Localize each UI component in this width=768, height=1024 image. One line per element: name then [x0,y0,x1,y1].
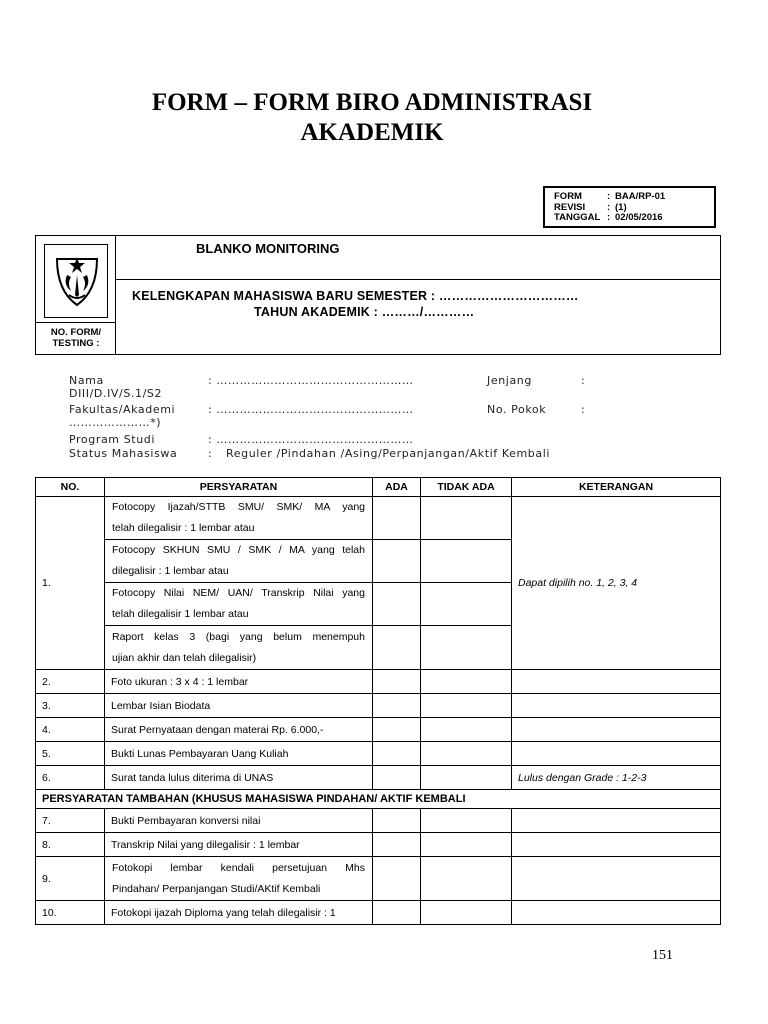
page-title [0,88,744,148]
keterangan-cell [512,718,721,742]
university-emblem-icon [53,251,101,311]
tanggal-value: 02/05/2016 [615,212,663,223]
header-tidak-ada: TIDAK ADA [421,478,512,497]
fakultas-field[interactable]: : …………………………………………… [208,403,414,416]
requirement-item [105,540,373,583]
nopokok-field[interactable]: …………………*) [69,416,162,429]
page-number: 151 [652,948,673,963]
keterangan-cell [512,694,721,718]
header-box [35,235,721,355]
item-line: Raport kelas 3 (bagi yang belum menempuh [112,630,365,643]
item-line: Fotocopy Ijazah/STTB SMU/ SMK/ MA yang [112,501,365,513]
table-row [36,901,721,925]
table-row [36,718,721,742]
university-logo [44,244,108,318]
requirement-item [105,497,373,540]
item-line: Fotokopi lembar kendali persetujuan Mhs [112,861,365,874]
revisi-sep: : [607,201,611,213]
table-row [36,766,721,790]
tahun-akademik-line: TAHUN AKADEMIK : ………/………… [254,305,475,319]
tanggal-label: TANGGAL [554,212,601,223]
fakultas-label: Fakultas/Akademi [69,403,176,416]
ada-checkbox[interactable] [373,857,421,901]
row-number: 7. [36,809,105,833]
row-number: 5. [36,742,105,766]
tidak-ada-checkbox[interactable] [421,694,512,718]
ada-checkbox[interactable] [373,833,421,857]
keterangan-cell [512,833,721,857]
ada-checkbox[interactable] [373,497,421,540]
keterangan-cell: Lulus dengan Grade : 1-2-3 [512,766,721,790]
table-row [36,857,721,901]
header-persyaratan: PERSYARATAN [105,478,373,497]
row-number: 8. [36,833,105,857]
requirement-item: Bukti Pembayaran konversi nilai [105,809,373,833]
requirement-item: Lembar Isian Biodata [105,694,373,718]
row-number: 6. [36,766,105,790]
form-info-box [543,186,716,228]
ada-checkbox[interactable] [373,670,421,694]
requirement-item: Surat tanda lulus diterima di UNAS [105,766,373,790]
blanko-title: BLANKO MONITORING [196,241,340,256]
title-line-2: AKADEMIK [300,119,444,146]
ada-checkbox[interactable] [373,540,421,583]
header-ada: ADA [373,478,421,497]
nopokok-label: No. Pokok [487,403,547,416]
table-row [36,670,721,694]
table-row [36,809,721,833]
title-line-1: FORM – FORM BIRO ADMINISTRASI [151,89,593,116]
section-row [36,790,721,809]
tidak-ada-checkbox[interactable] [421,766,512,790]
keterangan-cell [512,670,721,694]
row-number: 3. [36,694,105,718]
table-row [36,497,721,540]
ada-checkbox[interactable] [373,901,421,925]
form-label: FORM [554,191,582,202]
tidak-ada-checkbox[interactable] [421,497,512,540]
row-number: 9. [36,857,105,901]
header-no: NO. [36,478,105,497]
item-line: Fotocopy SKHUN SMU / SMK / MA yang telah [112,544,365,556]
table-row [36,694,721,718]
section-title: PERSYARATAN TAMBAHAN (KHUSUS MAHASISWA PINDAHAN/ AKTIF KEMBALI [36,790,721,809]
revisi-label: REVISI [554,201,586,213]
item-line: Fotocopy Nilai NEM/ UAN/ Transkrip Nilai yang [112,587,365,599]
tidak-ada-checkbox[interactable] [421,809,512,833]
ada-checkbox[interactable] [373,809,421,833]
row-number: 1. [36,497,105,670]
requirement-item [105,626,373,670]
requirement-item [105,583,373,626]
requirement-item: Transkrip Nilai yang dilegalisir : 1 lembar [105,833,373,857]
nama-field[interactable]: : …………………………………………… [208,374,414,387]
table-row [36,833,721,857]
tidak-ada-checkbox[interactable] [421,626,512,670]
requirement-item: Foto ukuran : 3 x 4 : 1 lembar [105,670,373,694]
requirement-item: Surat Pernyataan dengan materai Rp. 6.000,- [105,718,373,742]
row-number: 2. [36,670,105,694]
jenjang-label: Jenjang [487,374,532,387]
status-colon: : [208,447,213,460]
item-line: Pindahan/ Perpanjangan Studi/AKtif Kembali [112,882,321,895]
prodi-field[interactable]: : …………………………………………… [208,433,414,446]
keterangan-cell [512,742,721,766]
ada-checkbox[interactable] [373,742,421,766]
requirement-item: Fotokopi ijazah Diploma yang telah dilegalisir : 1 [105,901,373,925]
status-label: Status Mahasiswa [69,447,178,460]
tidak-ada-checkbox[interactable] [421,583,512,626]
logo-cell [36,236,116,354]
requirements-table [35,477,721,925]
jenjang-colon: : [581,374,586,387]
ada-checkbox[interactable] [373,583,421,626]
form-sep: : [607,191,611,202]
keterangan-cell: Dapat dipilih no. 1, 2, 3, 4 [512,497,721,670]
tidak-ada-checkbox[interactable] [421,857,512,901]
item-line: dilegalisir : 1 lembar atau [112,565,229,577]
tidak-ada-checkbox[interactable] [421,901,512,925]
row-number: 10. [36,901,105,925]
no-form-line-2: TESTING : [52,338,100,349]
nopokok-colon: : [581,403,586,416]
keterangan-cell [512,809,721,833]
nama-label: Nama [69,374,104,387]
no-form-testing [36,322,116,354]
item-line: ujian akhir dan telah dilegalisir) [112,651,257,664]
tidak-ada-checkbox[interactable] [421,540,512,583]
item-line: telah dilegalisir : 1 lembar atau [112,522,255,534]
table-header-row [36,478,721,497]
item-line: telah dilegalisir 1 lembar atau [112,608,249,620]
keterangan-cell [512,901,721,925]
ada-checkbox[interactable] [373,718,421,742]
ada-checkbox[interactable] [373,766,421,790]
revisi-value: (1) [615,201,627,213]
table-row [36,742,721,766]
kelengkapan-line: KELENGKAPAN MAHASISWA BARU SEMESTER : …………………………… [132,289,579,303]
requirement-item: Bukti Lunas Pembayaran Uang Kuliah [105,742,373,766]
tanggal-sep: : [607,212,611,223]
keterangan-cell [512,857,721,901]
row-number: 4. [36,718,105,742]
ada-checkbox[interactable] [373,694,421,718]
form-value: BAA/RP-01 [615,191,666,202]
jenjang-options[interactable]: DIII/D.IV/S.1/S2 [69,387,163,400]
requirement-item [105,857,373,901]
no-form-line-1: NO. FORM/ [50,327,102,338]
ada-checkbox[interactable] [373,626,421,670]
status-options[interactable]: Reguler /Pindahan /Asing/Perpanjangan/Aktif Kembali [226,447,551,460]
tidak-ada-checkbox[interactable] [421,833,512,857]
header-divider [116,279,721,280]
tidak-ada-checkbox[interactable] [421,742,512,766]
header-keterangan: KETERANGAN [512,478,721,497]
prodi-label: Program Studi [69,433,156,446]
tidak-ada-checkbox[interactable] [421,670,512,694]
tidak-ada-checkbox[interactable] [421,718,512,742]
